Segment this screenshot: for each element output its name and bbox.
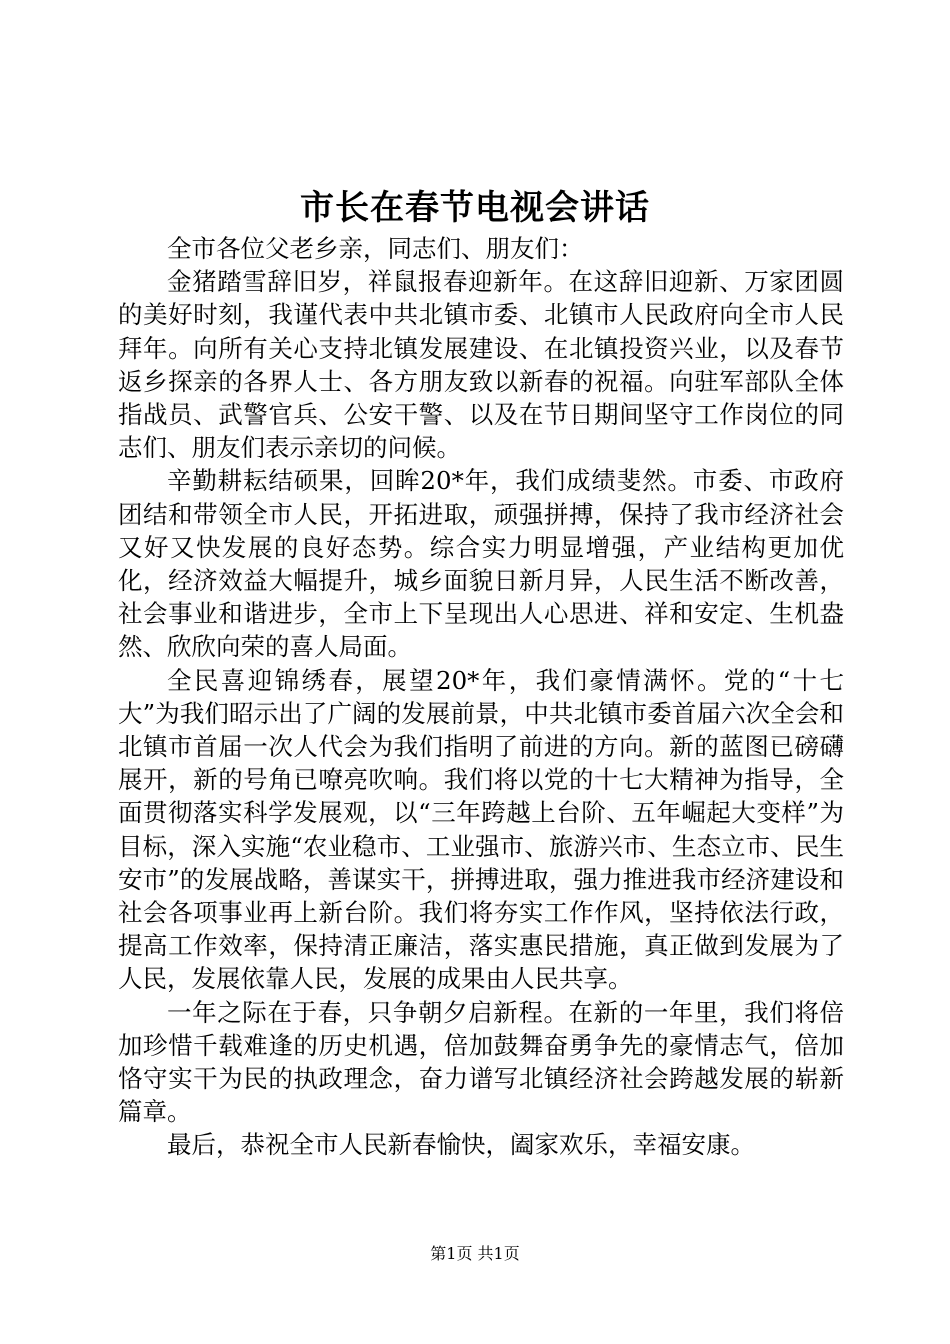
- closing-paragraph: 最后，恭祝全市人民新春愉快，阖家欢乐，幸福安康。: [167, 1130, 755, 1160]
- body-paragraph: 金猪踏雪辞旧岁，祥鼠报春迎新年。在这辞旧迎新、万家团圆的美好时刻，我谨代表中共北镇市委、北镇市人民政府向全市人民拜年。向所有关心支持北镇发展建设、在北镇投资兴业，以及春节返乡探亲的各界人士、各方朋友致以新春的祝福。向驻军部队全体指战员、武警官兵、公安干警、以及在节日期间坚守工作岗位的同志们、朋友们表示亲切的问候。: [118, 267, 844, 463]
- salutation-paragraph: 全市各位父老乡亲，同志们、朋友们：: [167, 234, 584, 263]
- document-title: 市长在春节电视会讲话: [300, 188, 650, 228]
- page-number-footer: 第1页 共1页: [430, 1244, 520, 1263]
- body-paragraph: 全民喜迎锦绣春，展望20*年，我们豪情满怀。党的“十七大”为我们昭示出了广阔的发展前景，中共北镇市委首届六次全会和北镇市首届一次人代会为我们指明了前进的方向。新的蓝图已磅礴展开，新的号角已嘹亮吹响。我们将以党的十七大精神为指导，全面贯彻落实科学发展观，以“三年跨越上台阶、五年崛起大变样”为目标，深入实施“农业稳市、工业强市、旅游兴市、生态立市、民生安市”的发展战略，善谋实干，拼搏进取，强力推进我市经济建设和社会各项事业再上新台阶。我们将夯实工作作风，坚持依法行政，提高工作效率，保持清正廉洁，落实惠民措施，真正做到发展为了人民，发展依靠人民，发展的成果由人民共享。: [118, 665, 844, 994]
- body-paragraph: 辛勤耕耘结硕果，回眸20*年，我们成绩斐然。市委、市政府团结和带领全市人民，开拓进取，顽强拼搏，保持了我市经济社会又好又快发展的良好态势。综合实力明显增强，产业结构更加优化，经济效益大幅提升，城乡面貌日新月异，人民生活不断改善，社会事业和谐进步，全市上下呈现出人心思进、祥和安定、生机盎然、欣欣向荣的喜人局面。: [118, 466, 844, 662]
- document-body: [118, 232, 844, 1162]
- body-paragraph: 一年之际在于春，只争朝夕启新程。在新的一年里，我们将倍加珍惜千载难逢的历史机遇，倍加鼓舞奋勇争先的豪情志气，倍加恪守实干为民的执政理念，奋力谱写北镇经济社会跨越发展的崭新篇章。: [118, 997, 844, 1127]
